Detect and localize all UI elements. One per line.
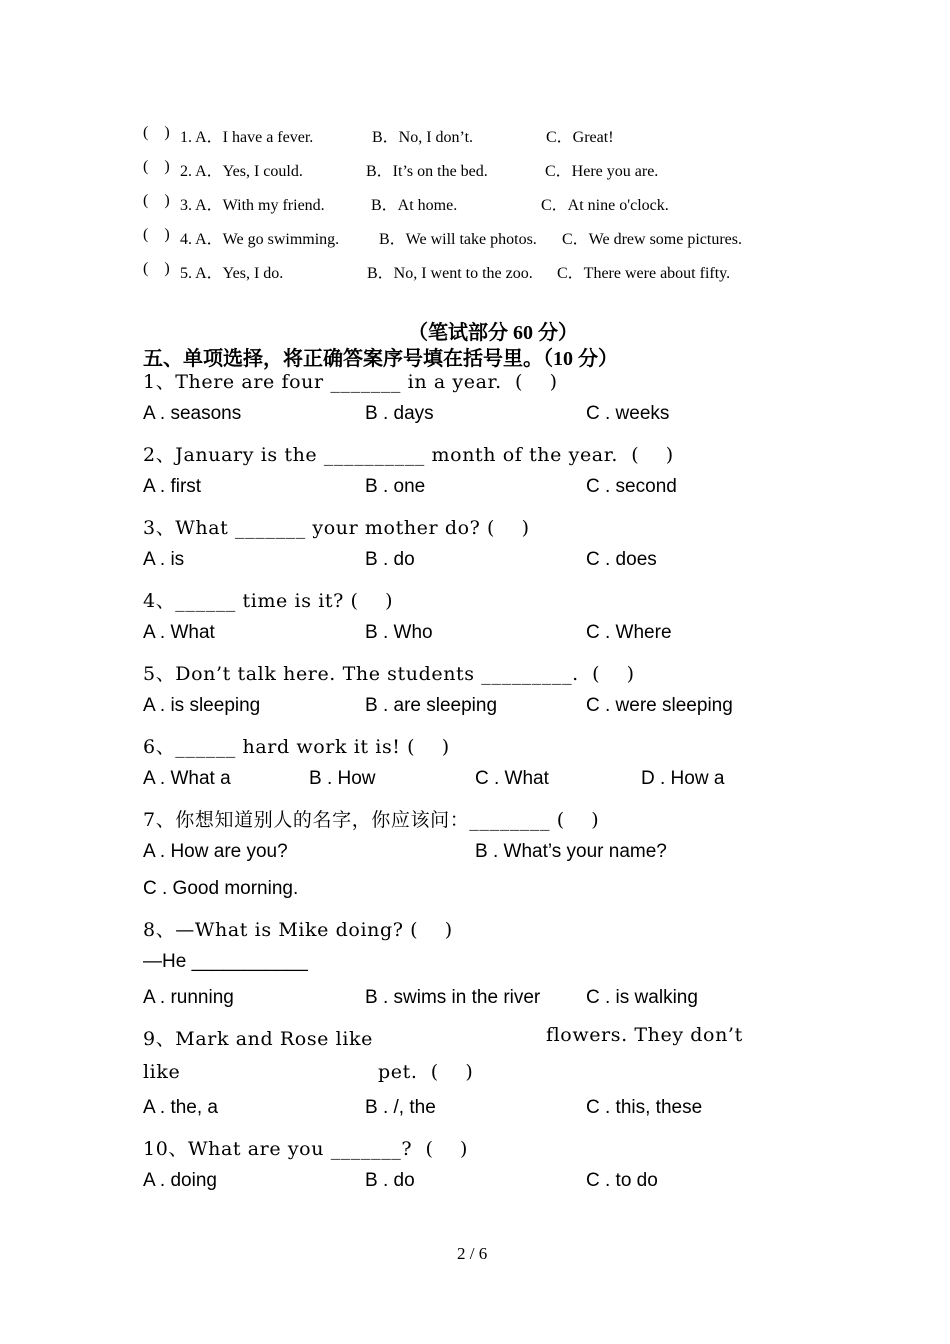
q3-option-c: C . does [586,549,657,570]
q1-option-c: C . weeks [586,403,670,424]
listening-option-b-5: B．No, I went to the zoo. [367,265,533,282]
q9-option-a: A . the, a [143,1097,218,1118]
q5-option-a: A . is sleeping [143,695,261,716]
q7-option-c: C . Good morning. [143,878,299,899]
listening-option-b-3: B．At home. [371,197,458,214]
q5-option-b: B . are sleeping [365,695,498,716]
listening-paren-1: ( ) [143,124,170,141]
question-1: 1、There are four _______ in a year. ( ) [143,371,558,393]
listening-option-c-4: C．We drew some pictures. [562,231,743,248]
q7-option-a: A . How are you? [143,841,288,862]
q6-option-c: C . What [475,768,549,789]
question-9-part-2: flowers. They don’t [546,1024,743,1046]
listening-option-b-1: B．No, I don’t. [372,129,474,146]
listening-option-c-5: C．There were about fifty. [557,265,731,282]
q3-option-b: B . do [365,549,415,570]
q10-option-a: A . doing [143,1170,217,1191]
listening-option-b-4: B．We will take photos. [379,231,537,248]
listening-option-a-2: 2. A．Yes, I could. [180,163,303,180]
q2-option-a: A . first [143,476,202,497]
q4-option-c: C . Where [586,622,672,643]
q6-option-b: B . How [309,768,376,789]
q4-option-a: A . What [143,622,215,643]
page-number: 2 / 6 [457,1244,488,1263]
listening-option-a-5: 5. A．Yes, I do. [180,265,284,282]
q5-option-c: C . were sleeping [586,695,733,716]
q1-option-a: A . seasons [143,403,242,424]
q9-option-b: B . /, the [365,1097,436,1118]
listening-option-a-4: 4. A．We go swimming. [180,231,340,248]
q8-answer-line: —He ___________ [143,951,308,972]
q10-option-b: B . do [365,1170,415,1191]
q8-option-b: B . swims in the river [365,987,541,1008]
listening-option-c-2: C．Here you are. [545,163,659,180]
q6-option-a: A . What a [143,768,231,789]
question-10: 10、What are you _______? ( ) [143,1138,469,1160]
q6-option-d: D . How a [641,768,725,789]
written-part-header: （笔试部分 60 分） [408,322,578,344]
q10-option-c: C . to do [586,1170,658,1191]
listening-option-c-1: C．Great! [546,129,614,146]
question-8: 8、—What is Mike doing? ( ) [143,919,453,941]
q2-option-b: B . one [365,476,426,497]
q8-option-c: C . is walking [586,987,698,1008]
q9-option-c: C . this, these [586,1097,703,1118]
listening-paren-3: ( ) [143,192,170,209]
question-5: 5、Don’t talk here. The students _________. ( ) [143,663,635,685]
listening-paren-5: ( ) [143,260,170,277]
q1-option-b: B . days [365,403,434,424]
question-9-part-4: pet. ( ) [378,1061,474,1083]
listening-option-c-3: C．At nine o'clock. [541,197,669,214]
q8-option-a: A . running [143,987,234,1008]
question-7: 7、你想知道别人的名字，你应该问：________ ( ) [143,809,600,831]
question-9-part-3: like [143,1061,181,1083]
question-4: 4、______ time is it? ( ) [143,590,394,612]
listening-paren-4: ( ) [143,226,170,243]
listening-option-a-1: 1. A．I have a fever. [180,129,314,146]
q7-option-b: B . What’s your name? [475,841,667,862]
question-3: 3、What _______ your mother do? ( ) [143,517,530,539]
question-9-part-1: 9、Mark and Rose like [143,1028,373,1050]
listening-paren-2: ( ) [143,158,170,175]
question-2: 2、January is the __________ month of the year. ( ) [143,444,674,466]
section-title: 五、单项选择，将正确答案序号填在括号里。（10 分） [143,348,618,370]
listening-option-a-3: 3. A．With my friend. [180,197,325,214]
q4-option-b: B . Who [365,622,433,643]
question-6: 6、______ hard work it is! ( ) [143,736,450,758]
listening-option-b-2: B．It’s on the bed. [366,163,488,180]
q2-option-c: C . second [586,476,677,497]
q3-option-a: A . is [143,549,185,570]
